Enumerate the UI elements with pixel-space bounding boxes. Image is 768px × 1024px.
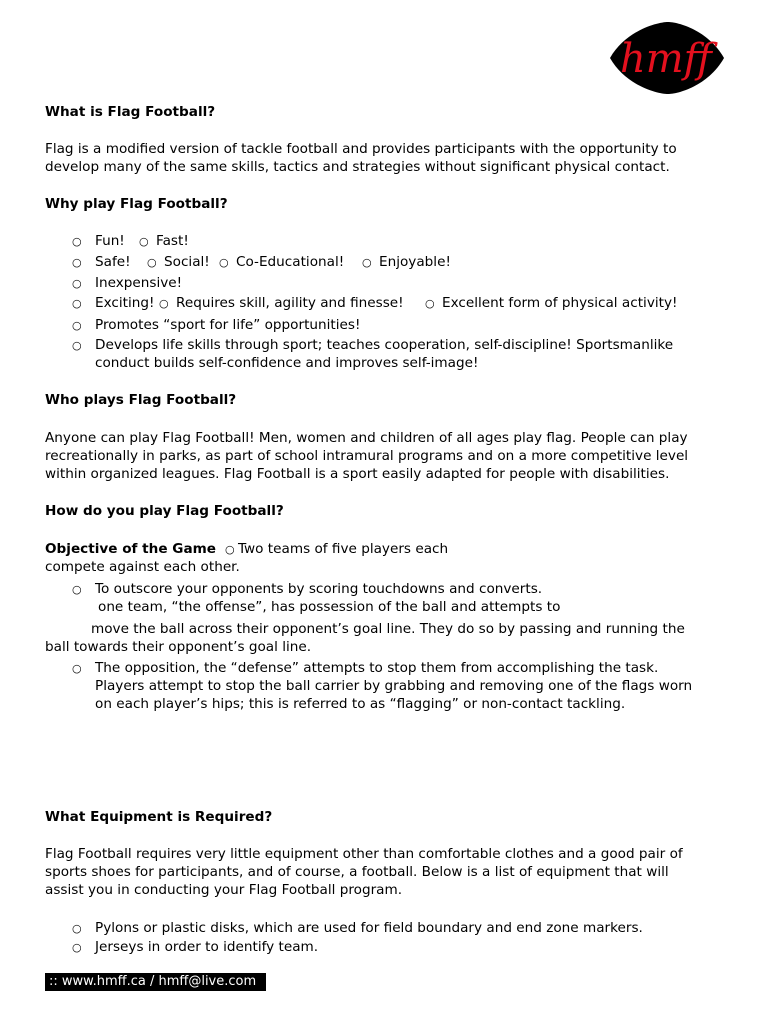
list-item: Exciting! <box>95 295 155 311</box>
bullet-icon: ○ <box>159 297 169 310</box>
list-item-continued: conduct builds self-confidence and improves self-image! <box>95 355 479 371</box>
list-item: Fast! <box>156 233 189 249</box>
list-item: To outscore your opponents by scoring touchdowns and converts. <box>95 581 543 597</box>
list-item: The opposition, the “defense” attempts to stop them from accomplishing the task. <box>95 660 659 676</box>
bullet-icon: ○ <box>72 235 82 248</box>
list-item: Jerseys in order to identify team. <box>95 939 319 955</box>
list-item: Co-Educational! <box>236 254 345 270</box>
bullet-icon: ○ <box>72 319 82 332</box>
list-item: Fun! <box>95 233 125 249</box>
paragraph-line: move the ball across their opponent’s goal line. They do so by passing and running the <box>91 621 685 637</box>
heading-how: How do you play Flag Football? <box>45 503 284 519</box>
bullet-icon: ○ <box>72 922 82 935</box>
list-item: Requires skill, agility and finesse! <box>176 295 404 311</box>
list-item: Develops life skills through sport; teaches cooperation, self-discipline! Sportsmanlike <box>95 337 674 353</box>
logo-text: hmff <box>619 36 713 82</box>
list-item: Excellent form of physical activity! <box>442 295 678 311</box>
bullet-icon: ○ <box>72 297 82 310</box>
paragraph-line: Flag is a modified version of tackle football and provides participants with the opportunity to <box>45 141 677 157</box>
hmff-logo <box>608 20 726 96</box>
heading-why: Why play Flag Football? <box>45 196 228 212</box>
list-item: Promotes “sport for life” opportunities! <box>95 317 361 333</box>
bullet-icon: ○ <box>72 256 82 269</box>
bullet-icon: ○ <box>219 256 229 269</box>
paragraph-line: develop many of the same skills, tactics and strategies without significant physical contact. <box>45 159 670 175</box>
list-item: Social! <box>164 254 210 270</box>
heading-what: What is Flag Football? <box>45 104 216 120</box>
bullet-icon: ○ <box>72 277 82 290</box>
heading-who: Who plays Flag Football? <box>45 392 237 408</box>
paragraph-line: recreationally in parks, as part of school intramural programs and on a more competitive level <box>45 448 689 464</box>
list-item: Safe! <box>95 254 131 270</box>
heading-equipment: What Equipment is Required? <box>45 809 273 825</box>
bullet-icon: ○ <box>147 256 157 269</box>
paragraph-line: ball towards their opponent’s goal line. <box>45 639 312 655</box>
bullet-icon: ○ <box>72 583 82 596</box>
bullet-icon: ○ <box>72 941 82 954</box>
list-item-continued: on each player’s hips; this is referred to as “flagging” or non-contact tackling. <box>95 696 626 712</box>
objective-label: Objective of the Game <box>45 541 217 557</box>
bullet-icon: ○ <box>72 662 82 675</box>
bullet-icon: ○ <box>72 339 82 352</box>
paragraph-line: within organized leagues. Flag Football is a sport easily adapted for people with disabilities. <box>45 466 670 482</box>
bullet-icon: ○ <box>425 297 435 310</box>
list-item: Pylons or plastic disks, which are used for field boundary and end zone markers. <box>95 920 643 936</box>
list-item-continued: one team, “the offense”, has possession of the ball and attempts to <box>98 599 561 615</box>
list-item: Enjoyable! <box>379 254 451 270</box>
paragraph-line: Flag Football requires very little equipment other than comfortable clothes and a good pair of <box>45 846 683 862</box>
bullet-icon: ○ <box>225 543 235 556</box>
paragraph-line: Anyone can play Flag Football! Men, women and children of all ages play flag. People can play <box>45 430 688 446</box>
list-item: Inexpensive! <box>95 275 183 291</box>
paragraph-line: assist you in conducting your Flag Football program. <box>45 882 403 898</box>
objective-text-continued: compete against each other. <box>45 559 240 575</box>
bullet-icon: ○ <box>139 235 149 248</box>
paragraph-line: sports shoes for participants, and of course, a football. Below is a list of equipment that will <box>45 864 669 880</box>
list-item-continued: Players attempt to stop the ball carrier by grabbing and removing one of the flags worn <box>95 678 693 694</box>
footer-contact: :: www.hmff.ca / hmff@live.com <box>45 973 266 991</box>
objective-text: Two teams of five players each <box>238 541 449 557</box>
bullet-icon: ○ <box>362 256 372 269</box>
